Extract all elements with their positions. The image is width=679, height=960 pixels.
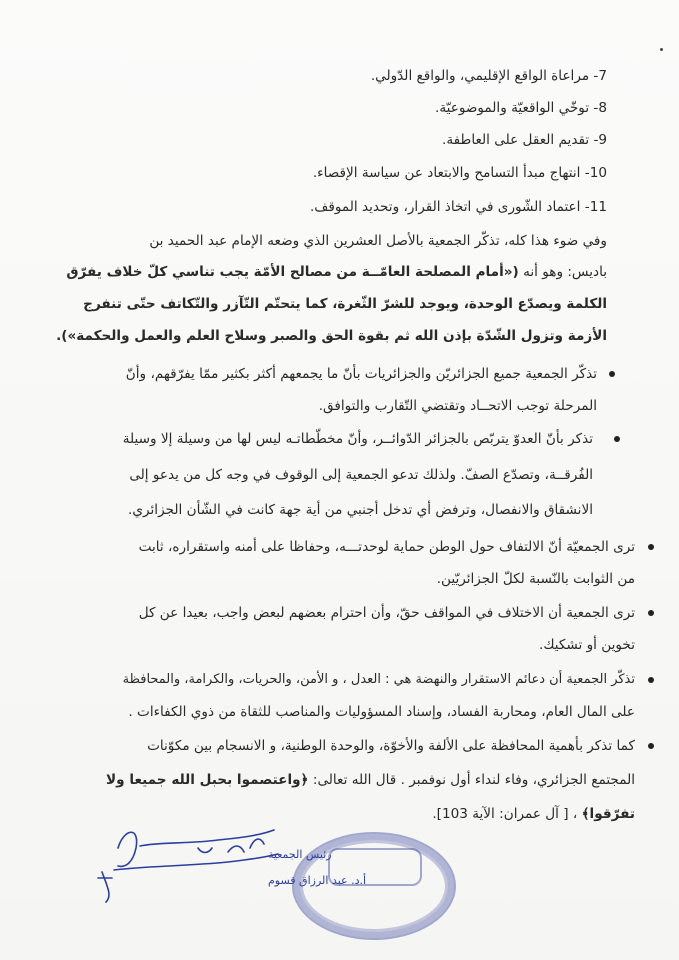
bullet-4-line-2: تخوين أو تشكيك. — [539, 637, 635, 653]
bullet-icon — [614, 436, 620, 442]
verse-reference: ، [ آل عمران: الآية 103]. — [432, 806, 578, 822]
bullet-1-line-1: تذكّر الجمعية جميع الجزائريّن والجزائريات بأنّ ما يجمعهم أكثر بكثير ممّا يفرّقهم، وأنّ — [125, 366, 597, 382]
bullet-2-line-3: الانشقاق والانفصال، وترفض أي تدخل أجنبي من أية جهة كانت في الشّأن الجزائري. — [128, 502, 593, 518]
bullet-6-line-2-plain: المجتمع الجزائري، وفاء لنداء أول نوفمبر . قال الله تعالى: — [312, 772, 635, 788]
bullet-6-line-2 — [106, 770, 635, 790]
list-item-8: 8- توخّي الواقعيّة والموضوعيّة. — [435, 100, 607, 116]
bullet-icon — [609, 371, 615, 377]
list-item-9: 9- تقديم العقل على العاطفة. — [442, 132, 607, 148]
intro-line-2 — [66, 262, 607, 282]
bullet-5-line-1: تذكّر الجمعية أن دعائم الاستقرار والنهضة هي : العدل ، و الأمن، والحريات، والكرامة، والمحافظة — [122, 672, 635, 687]
intro-quote-line-3: الكلمة ويصدّع الوحدة، ويوجد للشرّ الثّغرة، كما يتحتّم التّآزر والتّكاتف حتّى تنفرج — [83, 296, 607, 312]
bullet-icon — [648, 743, 654, 749]
quran-verse-start: ﴿واعتصموا بحبل الله جميعا ولا — [106, 772, 309, 788]
signature-org: رئيس الجمعية — [268, 848, 332, 861]
intro-line-2-plain: باديس: وهو أنه — [523, 264, 607, 280]
intro-quote-start: («أمام المصلحة العامّــة من مصالح الأمّة يجب تناسي كلّ خلاف يفرّق — [66, 264, 519, 280]
stamp-inner-frame — [328, 848, 422, 886]
bullet-5-line-2: على المال العام، ومحاربة الفساد، وإسناد المسؤوليات والمناصب للثقاة من ذوي الكفاءات . — [128, 704, 635, 720]
bullet-2-line-2: الفُرقــة، وتصدّع الصفّ. ولذلك تدعو الجمعية إلى الوقوف في وجه كل من يدعو إلى — [129, 467, 593, 483]
bullet-icon — [648, 544, 654, 550]
bullet-1-line-2: المرحلة توجب الاتحــاد وتقتضي التّقارب والتوافق. — [318, 398, 597, 414]
list-item-11: 11- اعتماد الشّورى في اتخاذ القرار، وتحديد الموقف. — [309, 199, 607, 215]
bullet-icon — [648, 677, 654, 683]
bullet-icon — [648, 610, 654, 616]
quran-verse-end: تفرّقوا﴾ — [581, 806, 635, 822]
list-item-7: 7- مراعاة الواقع الإقليمي، والواقع الدّولي. — [370, 68, 607, 84]
signature-name: أ.د. عبد الرزاق قسوم — [268, 874, 367, 887]
bullet-3-line-1: ترى الجمعيّة أنّ الالتفاف حول الوطن حماية لوحدتـــه، وحفاظا على أمنه واستقراره، ثابت — [138, 539, 635, 555]
list-item-10: 10- انتهاج مبدأ التسامح والابتعاد عن سياسة الإقصاء. — [312, 165, 607, 181]
signature-image — [78, 818, 367, 908]
corner-mark — [660, 48, 663, 51]
intro-line-1: وفي ضوء هذا كله، تذكّر الجمعية بالأصل العشرين الذي وضعه الإمام عبد الحميد بن — [149, 233, 607, 249]
bullet-6-line-3 — [432, 804, 635, 824]
bullet-2-line-1: تذكر بأنّ العدوّ يتربّص بالجزائر الدّوائــر، وأنّ مخطّطاتـه ليس لها من وسيلة إلا وسيلة — [122, 431, 593, 447]
bullet-3-line-2: من الثوابت بالنّسبة لكلّ الجزائريّين. — [436, 571, 635, 587]
bullet-4-line-1: ترى الجمعية أن الاختلاف في المواقف حقّ، وأن احترام بعضهم لبعض واجب، بعيدا عن كل — [138, 605, 635, 621]
bullet-6-line-1: كما تذكر بأهمية المحافظة على الألفة والأخوّة، والوحدة الوطنية، و الانسجام بين مكوّنات — [147, 738, 635, 754]
intro-quote-line-4: الأزمة وتزول الشّدّة بإذن الله ثم بقوة الحق والصبر وسلاح العلم والعمل والحكمة»). — [56, 328, 607, 344]
